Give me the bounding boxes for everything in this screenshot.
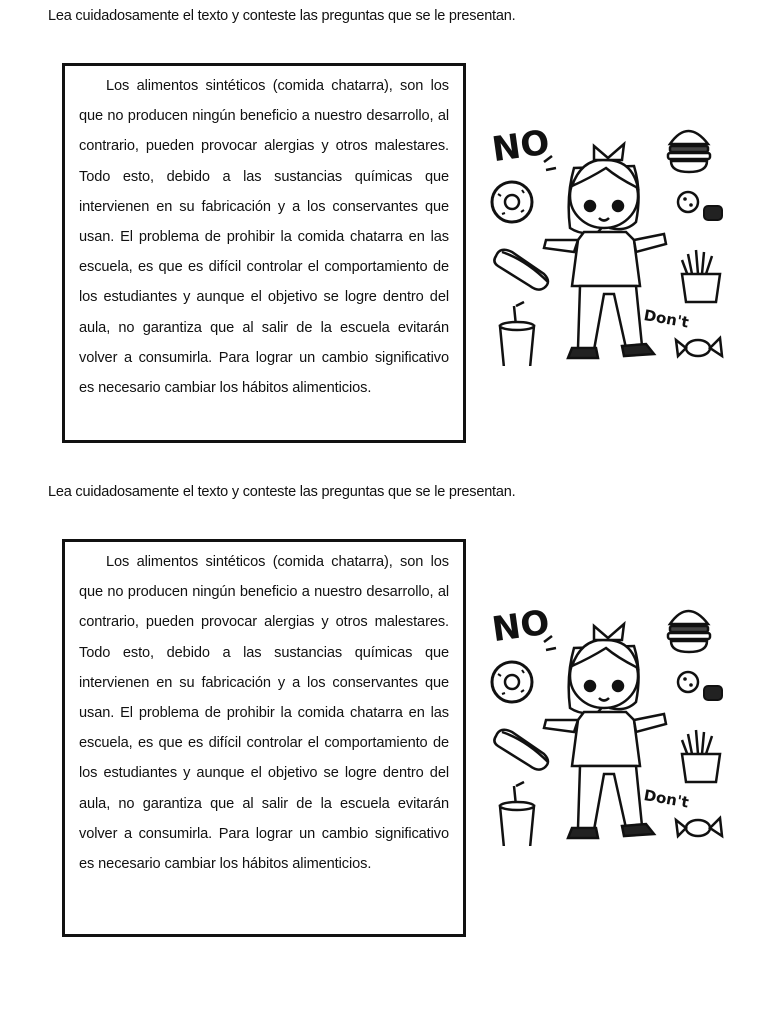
reading-box	[62, 63, 466, 443]
wrapped-candy-icon	[704, 686, 722, 700]
reading-box	[62, 539, 466, 937]
fries-icon	[682, 730, 720, 782]
dont-label: Don't	[642, 306, 691, 332]
no-label: NO	[489, 602, 552, 651]
wrapped-candy-icon	[704, 206, 722, 220]
donut-icon	[492, 662, 532, 702]
cookie-icon	[678, 192, 698, 212]
girl-character	[544, 144, 666, 358]
girl-character	[544, 624, 666, 838]
candy-icon	[676, 818, 722, 836]
drink-cup-icon	[500, 302, 534, 366]
reading-text: Los alimentos sintéticos (comida chatarra), son los que no producen ningún beneficio a nuestro desarrollo, al contrario, pueden provocar alergias y otros malestares. Todo esto, debido a las sustancias químicas que intervienen en su fabricación y a los conservantes que usan. El problema de prohibir la comida chatarra en las escuela, es que es difícil controlar el comportamiento de los estudiantes y aunque el objetivo se logre dentro del aula, no garantiza que al salir de la escuela evitarán volver a consumirla. Para lograr un cambio significativo es necesario cambiar los hábitos alimenticios.	[79, 78, 449, 397]
junk-food-illustration	[486, 116, 730, 366]
instruction-text: Lea cuidadosamente el texto y conteste las preguntas que se le presentan.	[48, 484, 516, 500]
donut-icon	[492, 182, 532, 222]
reading-text: Los alimentos sintéticos (comida chatarra), son los que no producen ningún beneficio a nuestro desarrollo, al contrario, pueden provocar alergias y otros malestares. Todo esto, debido a las sustancias químicas que intervienen en su fabricación y a los conservantes que usan. El problema de prohibir la comida chatarra en las escuela, es que es difícil controlar el comportamiento de los estudiantes y aunque el objetivo se logre dentro del aula, no garantiza que al salir de la escuela evitarán volver a consumirla. Para lograr un cambio significativo es necesario cambiar los hábitos alimenticios.	[79, 554, 449, 873]
no-label: NO	[489, 122, 552, 171]
burger-icon	[668, 131, 710, 172]
hotdog-icon	[494, 250, 548, 290]
dont-label: Don't	[642, 786, 691, 812]
junk-food-illustration	[486, 596, 730, 846]
cookie-icon	[678, 672, 698, 692]
instruction-text: Lea cuidadosamente el texto y conteste las preguntas que se le presentan.	[48, 8, 516, 24]
drink-cup-icon	[500, 782, 534, 846]
candy-icon	[676, 338, 722, 356]
hotdog-icon	[494, 730, 548, 770]
burger-icon	[668, 611, 710, 652]
fries-icon	[682, 250, 720, 302]
